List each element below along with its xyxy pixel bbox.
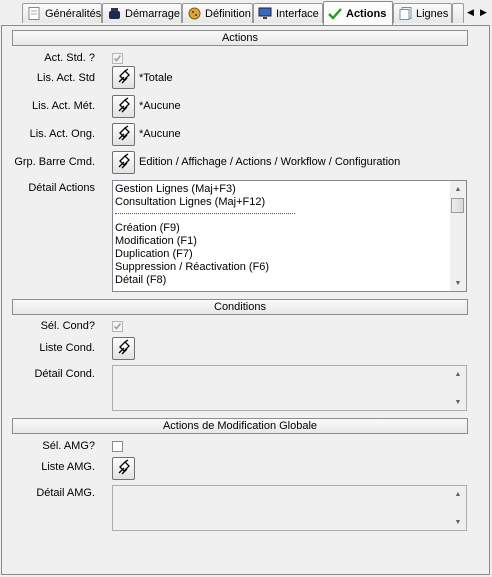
scroll-down-arrow-icon[interactable]: ▼: [454, 279, 462, 287]
cookie-icon: [187, 7, 201, 21]
sel-amg-checkbox[interactable]: [112, 441, 123, 452]
tab-label: Interface: [276, 7, 319, 20]
list-item[interactable]: Détail (F8): [115, 274, 167, 286]
list-item[interactable]: Duplication (F7): [115, 248, 193, 260]
act-std-label: Act. Std. ?: [44, 52, 95, 64]
lis-act-met-value: *Aucune: [139, 100, 181, 112]
hand-pick-icon: [116, 125, 132, 144]
ink-bottle-icon: [107, 7, 121, 21]
liste-amg-label: Liste AMG.: [41, 461, 95, 473]
tab-label: Généralités: [45, 7, 102, 20]
list-item[interactable]: Gestion Lignes (Maj+F3): [115, 183, 236, 195]
document-icon: [27, 7, 41, 21]
hand-pick-icon: [116, 68, 132, 87]
hand-pick-icon: [116, 339, 132, 358]
section-header-amg: Actions de Modification Globale: [12, 418, 468, 434]
grp-barre-cmd-value: Edition / Affichage / Actions / Workflow / Configuration: [139, 156, 401, 168]
hand-pick-icon: [116, 153, 132, 172]
lis-act-std-label: Lis. Act. Std: [36, 72, 95, 84]
detail-amg-label: Détail AMG.: [36, 487, 95, 499]
tab-interface[interactable]: [253, 3, 323, 23]
tab-scroll-left-button[interactable]: ◀: [467, 6, 474, 17]
monitor-icon: [258, 7, 272, 21]
detail-cond-list[interactable]: [112, 365, 467, 411]
scroll-up-arrow-icon[interactable]: ▲: [454, 490, 462, 498]
tab-scroll: [464, 3, 490, 21]
detail-cond-label: Détail Cond.: [34, 368, 95, 380]
list-item[interactable]: Consultation Lignes (Maj+F12): [115, 196, 266, 208]
detail-actions-label: Détail Actions: [28, 182, 95, 194]
lis-act-ong-button[interactable]: [112, 123, 135, 146]
tab-label: Lignes: [416, 7, 449, 20]
sel-cond-label: Sél. Cond?: [40, 320, 95, 332]
grp-barre-cmd-label: Grp. Barre Cmd.: [14, 156, 95, 168]
sel-cond-checkbox[interactable]: [112, 321, 123, 332]
detail-actions-list[interactable]: [112, 180, 467, 292]
detail-amg-scrollbar[interactable]: [450, 486, 466, 530]
scroll-down-arrow-icon[interactable]: ▼: [454, 398, 462, 406]
tab-scroll-right-button[interactable]: ▶: [480, 6, 487, 17]
scroll-thumb[interactable]: [451, 198, 464, 213]
lis-act-ong-value: *Aucune: [139, 128, 181, 140]
liste-cond-button[interactable]: [112, 337, 135, 360]
list-separator: [115, 209, 448, 222]
pages-icon: [398, 7, 412, 21]
tab-label: Démarrage: [125, 7, 181, 20]
scroll-up-arrow-icon[interactable]: ▲: [454, 185, 462, 193]
list-item[interactable]: Suppression / Réactivation (F6): [115, 261, 270, 273]
lis-act-ong-label: Lis. Act. Ong.: [29, 128, 95, 140]
tab-demarrage[interactable]: [102, 3, 182, 23]
tab-lignes[interactable]: [393, 3, 452, 23]
act-std-checkbox[interactable]: [112, 53, 123, 64]
list-item[interactable]: Création (F9): [115, 222, 180, 234]
tab-bar: [0, 0, 492, 26]
lis-act-std-button[interactable]: [112, 66, 135, 89]
lis-act-met-button[interactable]: [112, 95, 135, 118]
detail-amg-list[interactable]: [112, 485, 467, 531]
tab-definition[interactable]: [182, 3, 253, 23]
sel-amg-label: Sél. AMG?: [42, 440, 95, 452]
tab-generalites[interactable]: [22, 3, 102, 23]
tab-actions[interactable]: [323, 1, 393, 25]
lis-act-met-label: Lis. Act. Mét.: [32, 100, 95, 112]
liste-amg-button[interactable]: [112, 457, 135, 480]
actions-panel: [1, 25, 490, 575]
scroll-down-arrow-icon[interactable]: ▼: [454, 518, 462, 526]
scroll-up-arrow-icon[interactable]: ▲: [454, 370, 462, 378]
hand-pick-icon: [116, 97, 132, 116]
grp-barre-cmd-button[interactable]: [112, 151, 135, 174]
section-header-conditions: Conditions: [12, 299, 468, 315]
tab-overflow[interactable]: [452, 3, 464, 23]
checkmark-icon: [328, 7, 342, 21]
lis-act-std-value: *Totale: [139, 72, 173, 84]
list-item[interactable]: Modification (F1): [115, 235, 197, 247]
detail-actions-scrollbar[interactable]: [450, 181, 466, 291]
section-header-actions: Actions: [12, 30, 468, 46]
liste-cond-label: Liste Cond.: [39, 342, 95, 354]
detail-cond-scrollbar[interactable]: [450, 366, 466, 410]
hand-pick-icon: [116, 459, 132, 478]
tab-label: Actions: [346, 7, 387, 20]
tab-label: Définition: [205, 7, 251, 20]
